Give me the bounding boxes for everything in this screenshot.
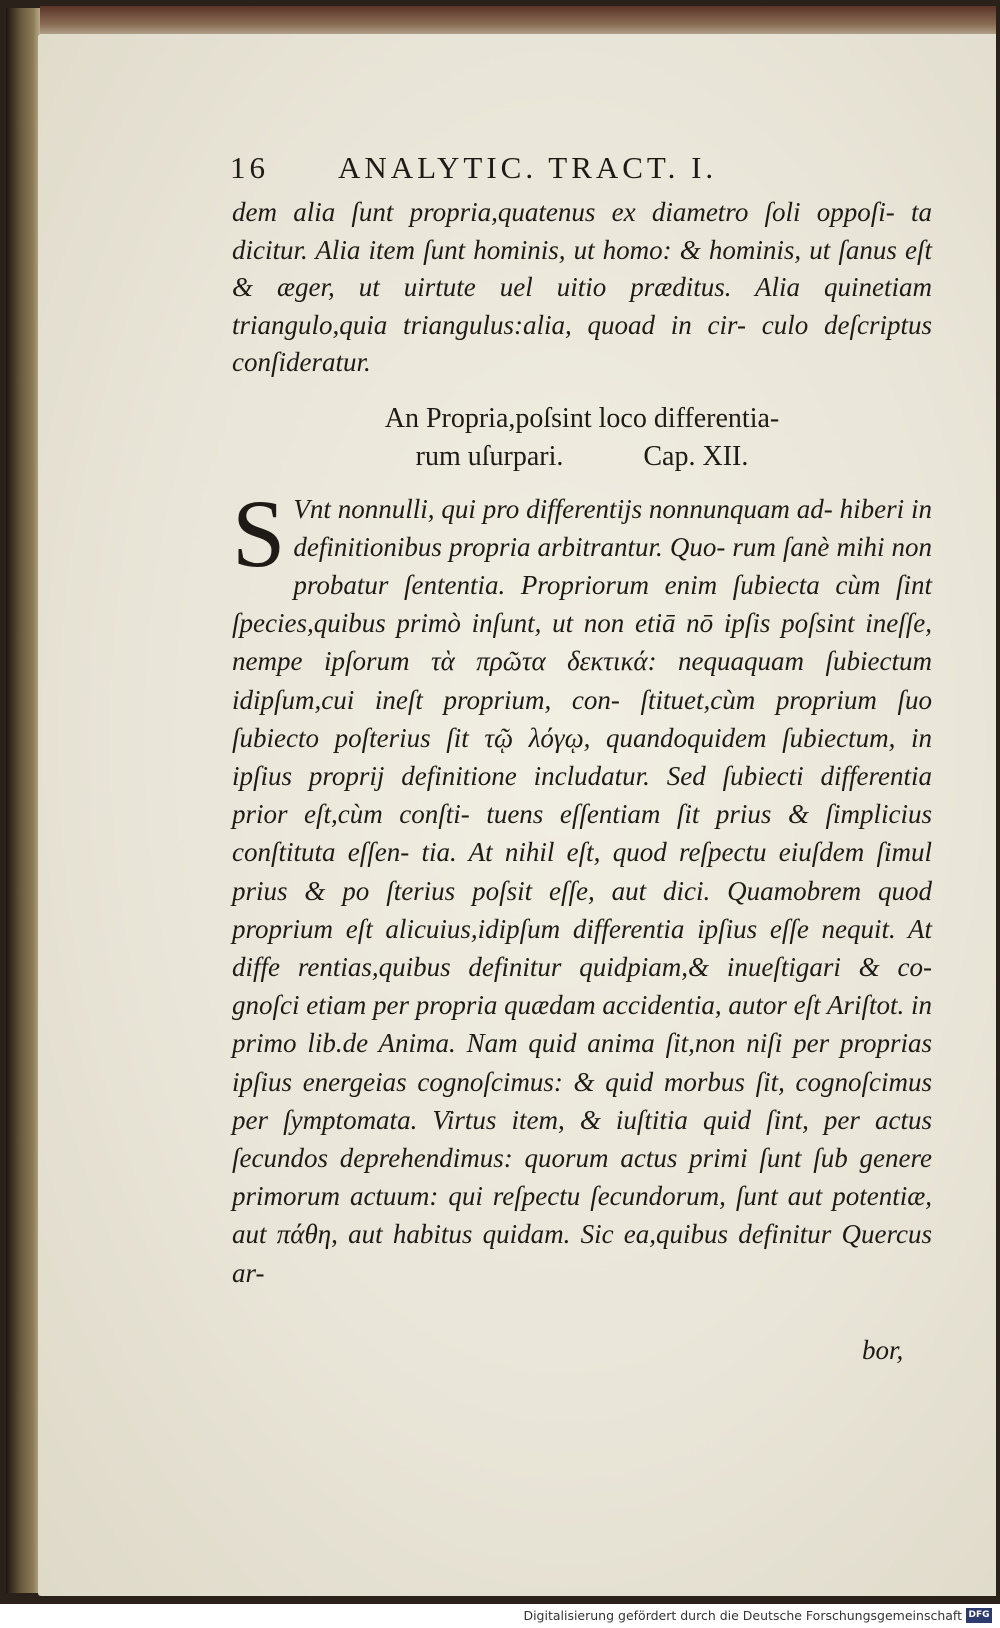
book-binding-edge	[6, 8, 40, 1593]
drop-cap-initial: S	[232, 479, 286, 587]
catchword: bor,	[862, 1335, 904, 1365]
dfg-logo-icon: DFG	[966, 1608, 992, 1623]
digitization-footer	[0, 1604, 1000, 1628]
footer-credit: Digitalisierung gefördert durch die Deutsche Forschungsgemeinschaft	[523, 1608, 962, 1623]
paragraph-continuation: dem alia ſunt propria,quatenus ex diametro ſoli oppoſi- ta dicitur. Alia item ſunt hominis, ut homo: & hominis, ut ſanus eſt & æger, ut uirtute uel uitio præditus. Alia quinetiam triangulo,quia triangulus:alia, quoad in cir- culo deſcriptus conſideratur.	[232, 197, 932, 377]
running-title: ANALYTIC. TRACT. I.	[338, 150, 718, 185]
page-text-block	[230, 150, 932, 1365]
chapter-heading-line-1: An Propria,poſsint loco differentia-	[384, 402, 780, 434]
chapter-heading-line-2	[232, 438, 932, 476]
running-header	[232, 150, 932, 194]
chapter-heading-line-2-text: rum uſurpari.	[415, 440, 564, 472]
page-number: 16	[230, 150, 269, 185]
chapter-body	[232, 479, 932, 1292]
chapter-heading	[232, 400, 932, 476]
chapter-body-text: Vnt nonnulli, qui pro differentijs nonnunquam ad- hiberi in definitionibus propria arbitrantur. Quo- rum ſanè mihi non probatur ſententia. Propriorum enim ſubiecta cùm ſint ſpecies,quibus primò inſunt, ut non etiā nō ipſis poſsint ineſſe, nempe ipſorum τὰ πρῶτα δεκτικά: nequaquam ſubiectum idipſum,cui ineſt proprium, con- ſtituet,cùm proprium ſuo ſubiecto poſterius ſit τῷ λόγῳ, quandoquidem ſubiectum, in ipſius proprij definitione includatur. Sed ſubiecti differentia prior eſt,cùm conſti- tuens eſſentiam ſit prius & ſimplicius conſtituta eſſen- tia. At nihil eſt, quod reſpectu eiuſdem ſimul prius & po ſterius poſsit eſſe, aut dici. Quamobrem quod proprium eſt alicuius,idipſum differentia ipſius eſſe nequit. At diffe rentias,quibus definitur quidpiam,& inueſtigari & co- gnoſci etiam per propria quædam accidentia, autor eſt Ariſtot. in primo lib.de Anima. Nam quid anima ſit,non niſi per proprias ipſius energeias cognoſcimus: & quid morbus ſit, cognoſcimus per ſymptomata. Virtus item, & iuſtitia quid ſint, per actus ſecundos deprehendimus: quorum actus primi ſunt ſub genere primorum actuum: qui reſpectu ſecundorum, ſunt aut potentiæ, aut πάθη, aut habitus quidam. Sic ea,quibus definitur Quercus ar-	[232, 493, 932, 1288]
chapter-label: Cap. XII.	[643, 440, 749, 472]
